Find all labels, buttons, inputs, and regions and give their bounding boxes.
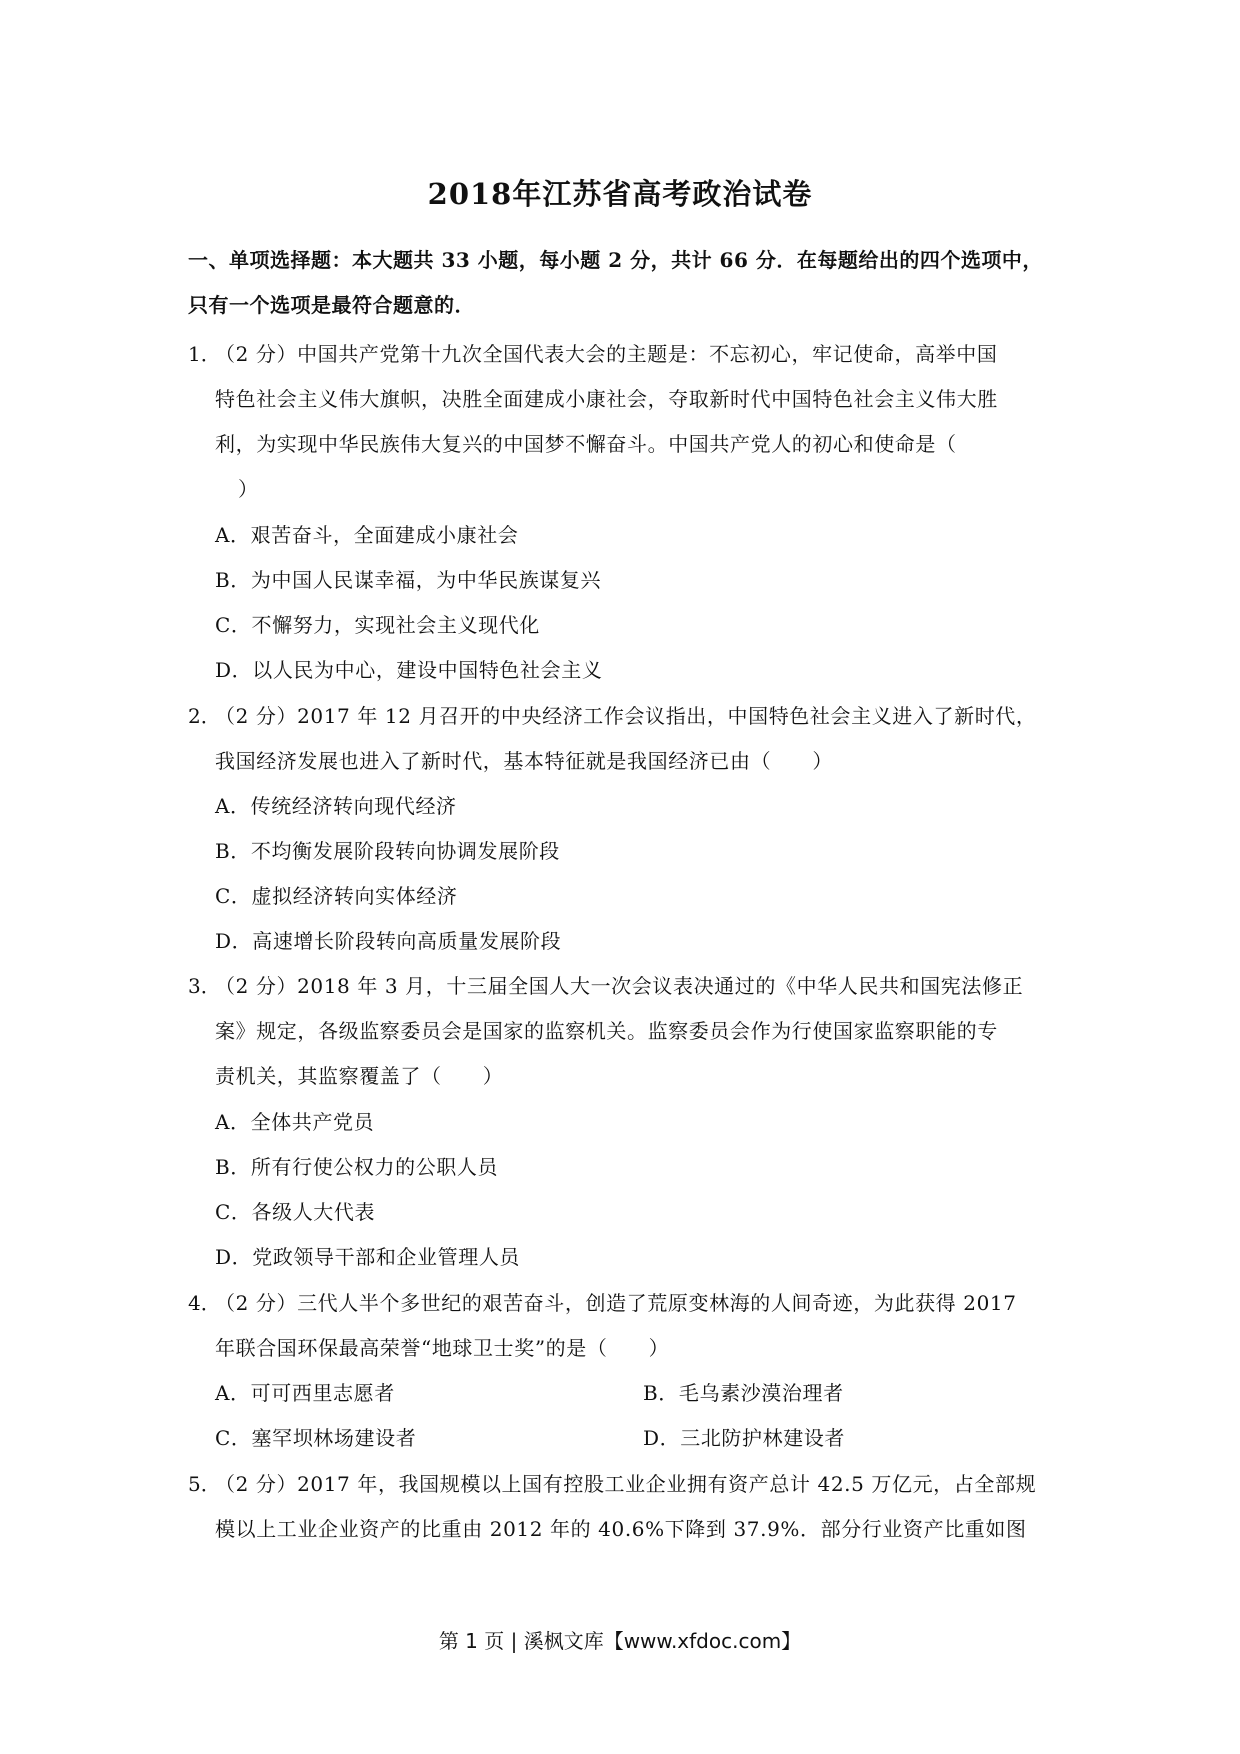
section-heading [188, 238, 1068, 328]
page-footer: 第 1 页 | 溪枫文库【www.xfdoc.com】 [438, 1629, 802, 1653]
question-text: （2 分）2017 年，我国规模以上国有控股工业企业拥有资产总计 42.5 万亿元，占全部规 [215, 1472, 1037, 1496]
option-a: A．艰苦奋斗，全面建成小康社会 [215, 523, 519, 547]
option-d: D．以人民为中心，建设中国特色社会主义 [215, 658, 603, 682]
question-number: 1． [188, 342, 221, 366]
question-text: 模以上工业企业资产的比重由 2012 年的 40.6%下降到 37.9%．部分行业资产比重如图 [215, 1517, 1027, 1541]
option-c: C．各级人大代表 [215, 1200, 376, 1224]
question-text: 责机关，其监察覆盖了（ ） [215, 1064, 504, 1088]
question-text: ） [238, 477, 259, 501]
option-a: A．全体共产党员 [215, 1110, 375, 1134]
question-text: 案》规定，各级监察委员会是国家的监察机关。监察委员会作为行使国家监察职能的专 [215, 1019, 998, 1043]
question-number: 4． [188, 1291, 221, 1315]
question-text: （2 分）中国共产党第十九次全国代表大会的主题是：不忘初心，牢记使命，高举中国 [215, 342, 998, 366]
option-b: B．所有行使公权力的公职人员 [215, 1155, 499, 1179]
option-b: B．毛乌素沙漠治理者 [643, 1381, 844, 1405]
section-heading-line: 只有一个选项是最符合题意的． [188, 293, 475, 317]
option-d: D．党政领导干部和企业管理人员 [215, 1245, 521, 1269]
option-d: D．高速增长阶段转向高质量发展阶段 [215, 929, 562, 953]
question-number: 3． [188, 974, 221, 998]
option-c: C．不懈努力，实现社会主义现代化 [215, 613, 540, 637]
option-d: D．三北防护林建设者 [643, 1426, 846, 1450]
page-title: 2018年江苏省高考政治试卷 [427, 177, 813, 211]
question-text: 年联合国环保最高荣誉“地球卫士奖”的是（ ） [215, 1336, 670, 1360]
option-a: A．可可西里志愿者 [215, 1381, 395, 1405]
option-c: C．虚拟经济转向实体经济 [215, 884, 458, 908]
option-c: C．塞罕坝林场建设者 [215, 1426, 417, 1450]
question-number: 2． [188, 704, 221, 728]
question-text: 利，为实现中华民族伟大复兴的中国梦不懈奋斗。中国共产党人的初心和使命是（ [215, 432, 957, 456]
option-b: B．不均衡发展阶段转向协调发展阶段 [215, 839, 560, 863]
question-text: （2 分）2018 年 3 月，十三届全国人大一次会议表决通过的《中华人民共和国宪法修正 [215, 974, 1024, 998]
question-text: （2 分）2017 年 12 月召开的中央经济工作会议指出，中国特色社会主义进入了新时代， [215, 704, 1037, 728]
option-a: A．传统经济转向现代经济 [215, 794, 457, 818]
question-number: 5． [188, 1472, 221, 1496]
option-b: B．为中国人民谋幸福，为中华民族谋复兴 [215, 568, 602, 592]
question-text: （2 分）三代人半个多世纪的艰苦奋斗，创造了荒原变林海的人间奇迹，为此获得 2017 [215, 1291, 1017, 1315]
question-text: 我国经济发展也进入了新时代，基本特征就是我国经济已由（ ） [215, 749, 833, 773]
question-text: 特色社会主义伟大旗帜，决胜全面建成小康社会，夺取新时代中国特色社会主义伟大胜 [215, 387, 998, 411]
section-heading-line: 一、单项选择题：本大题共 33 小题，每小题 2 分，共计 66 分．在每题给出的四个选项中， [188, 248, 1043, 272]
